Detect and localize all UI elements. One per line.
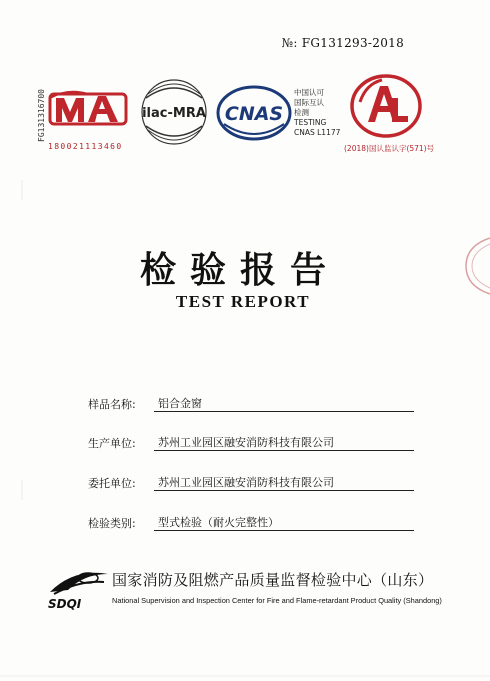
cma-logo: [48, 86, 128, 132]
field-sample-name: [88, 394, 428, 414]
field-value: 苏州工业园区融安消防科技有限公司: [158, 476, 334, 489]
field-client: [88, 473, 428, 493]
ilac-mra-logo: [134, 76, 214, 148]
field-label: 委托单位:: [88, 477, 136, 490]
field-value: 铝合金窗: [158, 397, 202, 410]
field-manufacturer: [88, 433, 428, 453]
field-label: 样品名称:: [88, 398, 136, 411]
field-label: 检验类别:: [88, 517, 136, 530]
field-underline: [154, 490, 414, 491]
field-value: 型式检验（耐火完整性）: [158, 516, 279, 529]
cma-side-code: FG131316700: [37, 89, 46, 142]
field-underline: [154, 411, 414, 412]
cnas-line: 国际互认: [294, 98, 324, 107]
svg-text:ilac-MRA: ilac-MRA: [142, 106, 206, 121]
cma-code: 180021113460: [48, 142, 123, 151]
svg-text:CNAS: CNAS: [224, 103, 284, 125]
field-underline: [154, 450, 414, 451]
title-chinese: 检验报告: [139, 250, 340, 291]
title-english: TEST REPORT: [175, 292, 311, 311]
report-number: №: FG131293-2018: [281, 36, 404, 50]
field-value: 苏州工业园区融安消防科技有限公司: [158, 436, 334, 449]
cnas-line: 检测: [294, 108, 309, 117]
organization-name-cn: 国家消防及阻燃产品质量监督检验中心（山东）: [112, 571, 434, 589]
cal-logo: [346, 72, 424, 144]
cnas-description: [294, 88, 340, 138]
cnas-line: TESTING: [294, 118, 327, 127]
sdqi-abbr: SDQI: [48, 597, 82, 611]
field-underline: [154, 530, 414, 531]
cal-code: (2018)国认监认字(571)号: [344, 144, 435, 153]
cnas-logo: [214, 84, 294, 142]
seal-stamp-edge: [462, 236, 490, 296]
sdqi-logo: [44, 566, 116, 612]
field-test-type: [88, 513, 428, 533]
cnas-line: 中国认可: [294, 88, 324, 97]
cnas-line: CNAS L1177: [294, 128, 341, 137]
organization-name-en: National Supervision and Inspection Center for Fire and Flame-retardant Product Quality (Shandong): [112, 596, 442, 605]
field-label: 生产单位:: [88, 437, 136, 450]
